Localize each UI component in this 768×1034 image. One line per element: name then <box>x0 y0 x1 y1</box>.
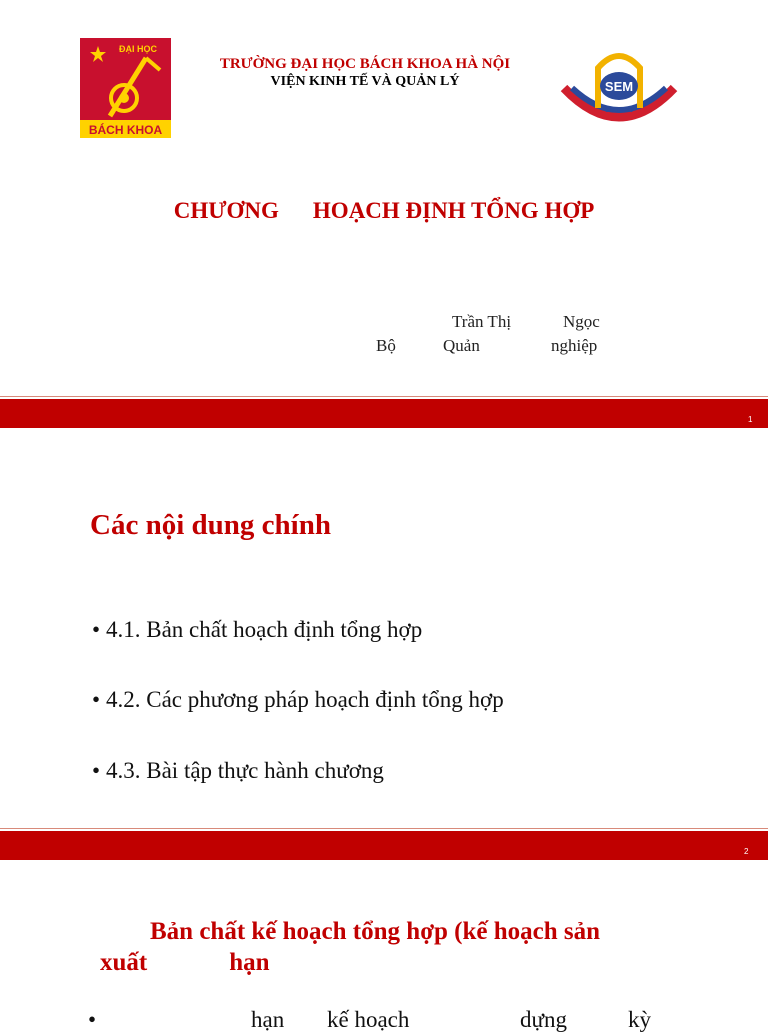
body-fragment: kế hoạch <box>327 1007 410 1032</box>
body-fragment: dựng <box>520 1007 567 1032</box>
author-word: Trần Thị <box>452 312 512 331</box>
list-item-text: 4.3. Bài tập thực hành chương <box>106 758 384 783</box>
heading-line: Bản chất kế hoạch tổng hợp (kế hoạch sản <box>150 918 601 945</box>
department-word: Quản <box>443 336 480 355</box>
university-name: TRƯỜNG ĐẠI HỌC BÁCH KHOA HÀ NỘI <box>219 56 511 72</box>
bach-khoa-logo <box>80 38 171 138</box>
title-word-chapter: CHƯƠNG <box>173 198 279 223</box>
sem-since: SINCE 1961 <box>605 108 633 114</box>
title-word-main: HOẠCH ĐỊNH TỔNG HỢP <box>312 198 595 223</box>
bullet-dot: • <box>92 687 101 712</box>
slide-title <box>0 196 768 226</box>
institute-name: VIỆN KINH TẾ VÀ QUẢN LÝ <box>270 74 460 89</box>
footer-band <box>0 399 768 428</box>
sem-logo <box>558 46 680 132</box>
logo-label-bottom: BÁCH KHOA <box>88 123 163 137</box>
sem-label: SEM <box>604 79 634 94</box>
list-item <box>92 616 422 644</box>
list-item <box>92 757 384 785</box>
heading-word: hạn <box>229 949 270 976</box>
bullet-dot: • <box>92 617 101 642</box>
heading-word: xuất <box>100 949 148 976</box>
footer-divider <box>0 396 768 397</box>
footer-divider <box>0 828 768 829</box>
author-word: Ngọc <box>563 312 600 331</box>
body-fragment: • <box>88 1007 97 1032</box>
department-word: Bộ <box>376 336 396 355</box>
contents-heading: Các nội dung chính <box>90 509 331 541</box>
bullet-dot: • <box>92 758 101 783</box>
logo-label-top: ĐẠI HỌC <box>119 44 157 54</box>
list-item-text: 4.2. Các phương pháp hoạch định tổng hợp <box>106 687 504 712</box>
footer-band <box>0 831 768 860</box>
slide-footer-bar <box>0 396 768 436</box>
page-number: 1 <box>748 415 753 424</box>
slide-footer-bar <box>0 828 768 868</box>
list-item-text: 4.1. Bản chất hoạch định tổng hợp <box>106 617 423 642</box>
heading-line <box>100 949 270 976</box>
department-word: nghiệp <box>551 336 598 355</box>
page-number: 2 <box>744 847 749 856</box>
body-fragment: kỳ <box>628 1007 651 1032</box>
body-fragment: hạn <box>251 1007 285 1032</box>
section-heading <box>100 916 680 978</box>
list-item <box>92 686 504 714</box>
